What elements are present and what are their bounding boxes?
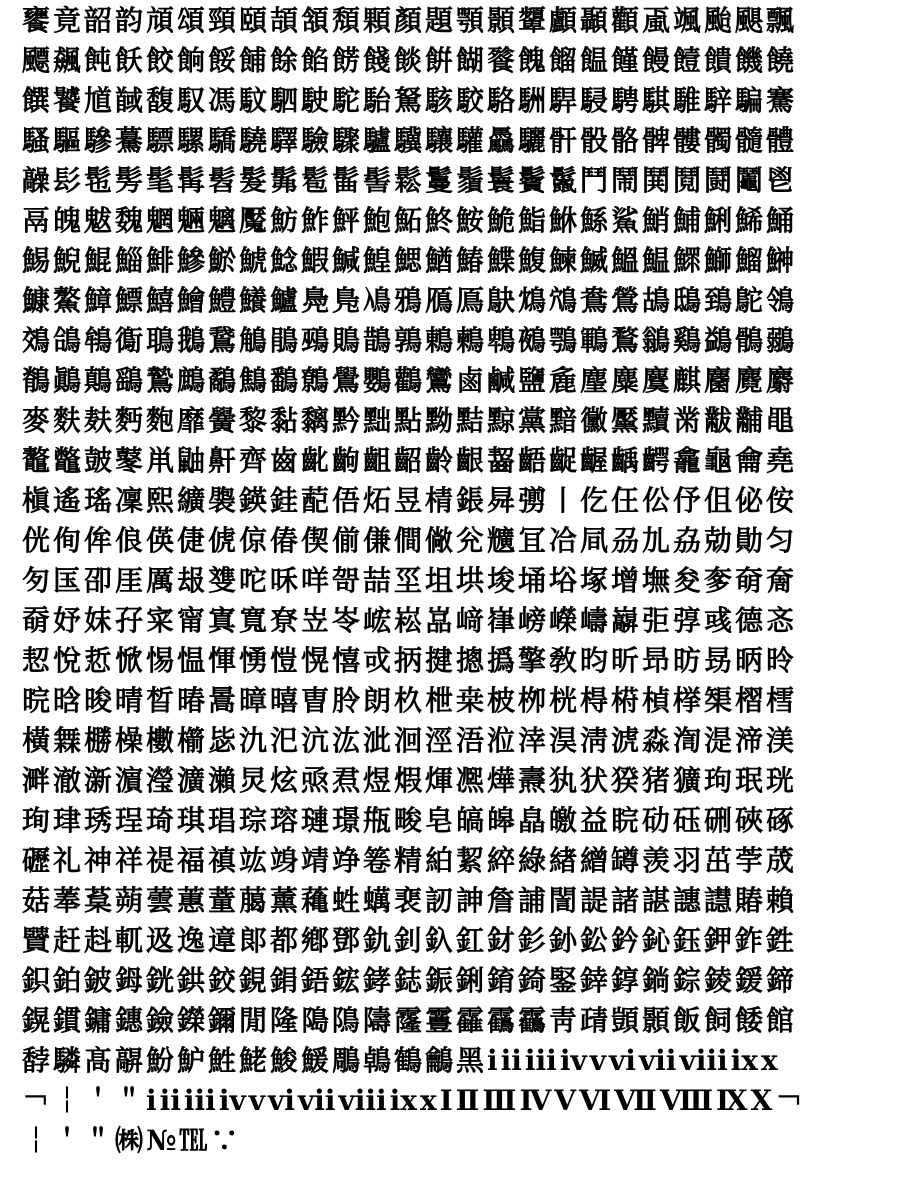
glyph-row: 饔竟韶韵頏頌頸頤頡頷頽顆顏題顎顥顰顱顳顴颪颯颱颶飄 (22, 4, 798, 37)
glyph-row: 鱇鰲鱆鰾鱚鱠鱧鱶鱸鳧鳬鳰鴉鴈鳫鴃鴆鴪鴦鶯鴣鴟鵄鴕鴒 (22, 284, 798, 317)
glyph-row: 匇匤卲厓厲叝﨎咜咊咩哿喆坙坥垬埈埇﨏塚增墲夋奓奛奝 (22, 564, 798, 597)
glyph-row: 饌饕馗馘馥馭馮馼駟駛駝駘駑駭駮駱駲駻駸騁騏騅騂騙騫 (22, 84, 798, 117)
glyph-row: 鬲魄魃魏魍魎魑魘魴鮓鮃鮑鮖鮗鮟鮠鮨鮴鯀鯊鮹鯆鯏鯑鯒 (22, 204, 798, 237)
glyph-row: ￤＇＂㈱№℡∵ (22, 1124, 242, 1157)
glyph-row: 馞驎髙髜魵魲鮏鮱鮻鰀鵰鵫鶴鸙黑ⅰⅱⅲⅳⅴⅵⅶⅷⅸⅹ (22, 1044, 781, 1077)
glyph-row: 奣妤妺孖寀甯寘寬尞岦岺峵崧嵓﨑嵂嵭嶸嶹巐弡弴彧德忞 (22, 604, 798, 637)
glyph-row: 鵁鴿鴾鵆鵈鵝鵞鵤鵑鵐鵙鵲鶉鶇鶫鵯鵺鶚鶤鶩鶲鷄鷁鶻鶸 (22, 324, 798, 357)
glyph-row: 菇菶葈蒴蕓蕙蕫﨟薰蘒﨡蠇裵訒訷詹誧誾諟諸諶譓譿賰賴 (22, 884, 798, 917)
glyph-row: 飃飆飩飫餃餉餒餔餘餡餝餞餤餠餬餮餽餾饂饉饅饐饋饑饒 (22, 44, 798, 77)
glyph-row: 鎤鏆鏞鏸鐱鑅鑈閒隆﨩隝隯霳霻靃靍靏靑靕顗顥飯飼餧館 (22, 1004, 798, 1037)
glyph-row: 麥麩麸麪麭靡黌黎黏黐黔黜點黝黠黥黨黯黴黶黷黹黻黼黽 (22, 404, 798, 437)
glyph-row: 礰礼神祥禔福禛竑竧靖竫箞精絈絜綷綠緖繒罇羡羽茁荢荿 (22, 844, 798, 877)
glyph-row: 髞髟髢髣髦髯髫髮髴髱髷髻鬆鬘鬚鬟鬢鬣鬥鬧鬨鬩鬪鬮鬯 (22, 164, 798, 197)
glyph-row: 鶺鷆鷏鷂鷙鷓鷸鷦鷭鷯鷽鸚鸛鸞鹵鹹鹽麁麈麋麌麒麕麑麝 (22, 364, 798, 397)
glyph-row: 恝悅悊惞惕愠惲愑愷愰憘戓抦揵摠撝擎敎昀昕昻昉昮昞昤 (22, 644, 798, 677)
glyph-row: 珣珒琇珵琦琪琩琮瑢璉璟甁畯皂皜皞皛皦益睆劯砡硎硤硺 (22, 804, 798, 837)
glyph-row: 槇遙瑤凜熙纊褜鍈銈蓜俉炻昱棈鋹曻彅丨仡仼伀伃伹佖侒 (22, 484, 798, 517)
glyph-row: 侊侚侔俍偀倢俿倞偆偰偂傔僴僘兊兤冝冾凬刕劜劦勀勛匀 (22, 524, 798, 557)
glyph-row: 溿澈澵濵瀅瀇瀨炅炫焏焄煜煆煇凞燁燾犱犾猤猪獷玽珉珖 (22, 764, 798, 797)
glyph-row: 晥晗晙晴晳暙暠暲暿曺朎朗杦枻桒柀栁桄棏﨓楨﨔榘槢樰 (22, 684, 798, 717)
glyph-row: 鼇鼈皷鼕鼡鼬鼾齊齒齔齣齟齠齡齦齧齬齪齷齲齶龕龜龠堯 (22, 444, 798, 477)
glyph-row: 橫橆橳橾櫢櫤毖氿汜沆汯泚洄涇浯涖涬淏淸淲淼渹湜渧渼 (22, 724, 798, 757)
glyph-row: 鯣鯢鯤鯔鯡鰺鯲鯱鯰鰕鰔鰉鰓鰌鰆鰈鰒鰊鰄鰮鰛鰥鰤鰡鰰 (22, 244, 798, 277)
glyph-row: 贒赶﨣軏﨤逸遧郞都鄕鄧釚釗釞釭釮釤釥鈆鈐鈊鈺鉀鈼鉎 (22, 924, 798, 957)
glyph-row: 騷驅驂驀驃騾驕驍驛驗驟驢驥驤驩驫驪骭骰骼髀髏髑髓體 (22, 124, 798, 157)
glyph-row: ￢￤＇＂ⅰⅱⅲⅳⅴⅵⅶⅷⅸⅹⅠⅡⅢⅣⅤⅥⅦⅧⅨⅩ￢ (22, 1084, 807, 1117)
glyph-sheet (22, 0, 882, 1200)
glyph-row: 鉙鉑鈹鉧銧鉷鉸鋧鋗鋙鋐﨧鋕鋠鋓錥錡鋻﨨錞鋿錝錂鍰鍗 (22, 964, 798, 997)
